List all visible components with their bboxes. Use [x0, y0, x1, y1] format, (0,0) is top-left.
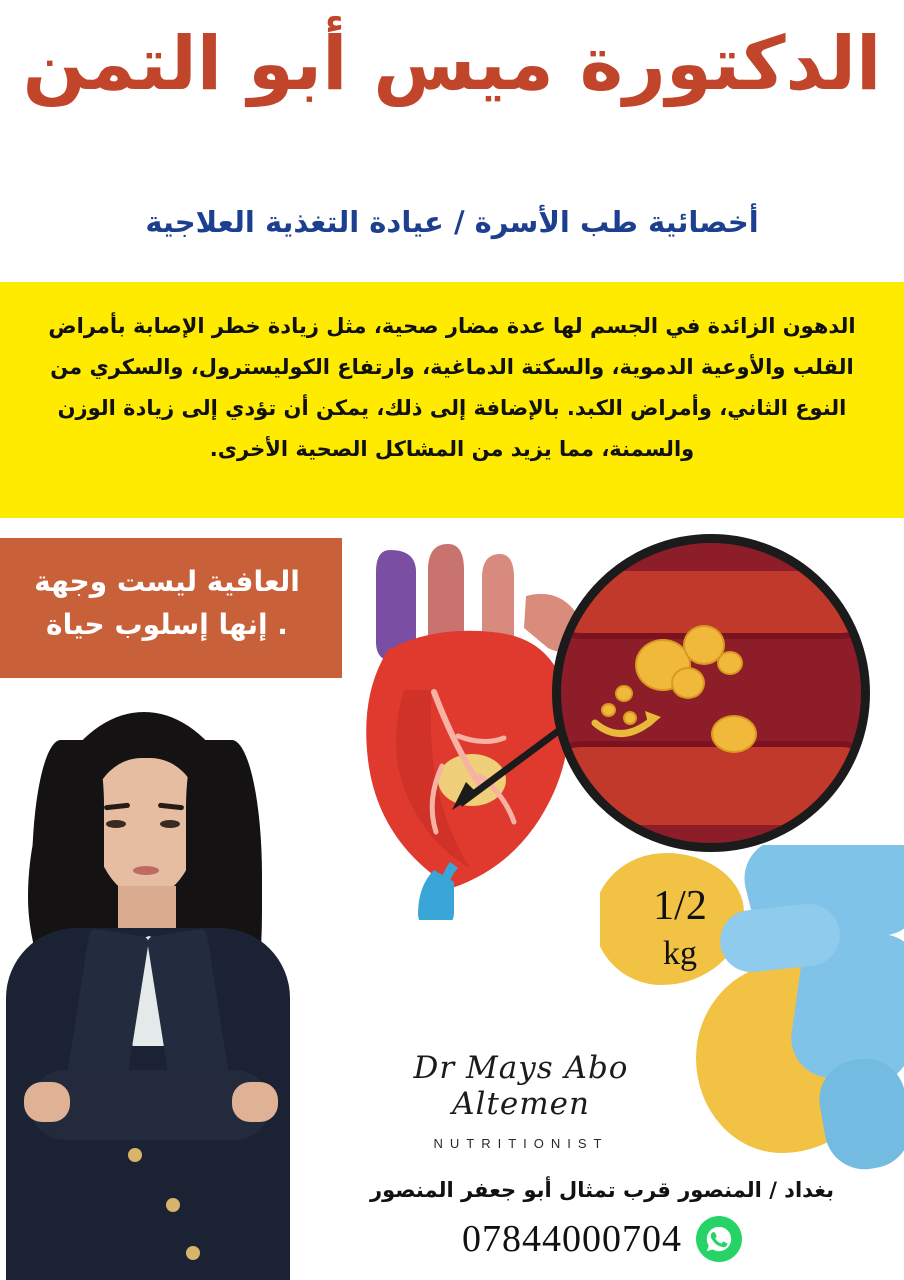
weight-label — [620, 880, 740, 975]
footer-address: بغداد / المنصور قرب تمثال أبو جعفر المنصور — [369, 1178, 835, 1202]
footer-contact-row — [300, 1216, 904, 1262]
info-panel — [0, 282, 904, 518]
signature-role: NUTRITIONIST — [433, 1136, 609, 1151]
weight-unit: kg — [663, 934, 697, 972]
info-panel-text: الدهون الزائدة في الجسم لها عدة مضار صحية، مثل زيادة خطر الإصابة بأمراض القلب والأوعية الدموية، والسكتة الدماغية، وارتفاع الكوليسترول، والسكري من النوع الثاني، وأمراض الكبد. بالإضافة إلى ذلك، يمكن أن تؤدي إلى زيادة الوزن والسمنة، مما يزيد من المشاكل الصحية الأخرى. — [48, 314, 856, 461]
artery-plaque-illustration — [552, 534, 870, 852]
signature-block — [356, 1050, 686, 1151]
footer-phone-number[interactable]: 07844000704 — [462, 1218, 682, 1260]
quote-box — [0, 538, 342, 678]
clinic-subtitle: أخصائية طب الأسرة / عيادة التغذية العلاجية — [145, 205, 759, 239]
whatsapp-icon[interactable] — [696, 1216, 742, 1262]
weight-value: 1/2 — [653, 883, 707, 929]
signature-name: Dr Mays Abo Altemen — [413, 1050, 629, 1122]
clinic-brand-title: الدكتورة ميس أبو التمن — [22, 21, 882, 107]
quote-line-1: العافية ليست وجهة — [34, 565, 300, 598]
quote-line-2: . إنها إسلوب حياة — [46, 608, 288, 642]
doctor-portrait — [0, 700, 300, 1280]
